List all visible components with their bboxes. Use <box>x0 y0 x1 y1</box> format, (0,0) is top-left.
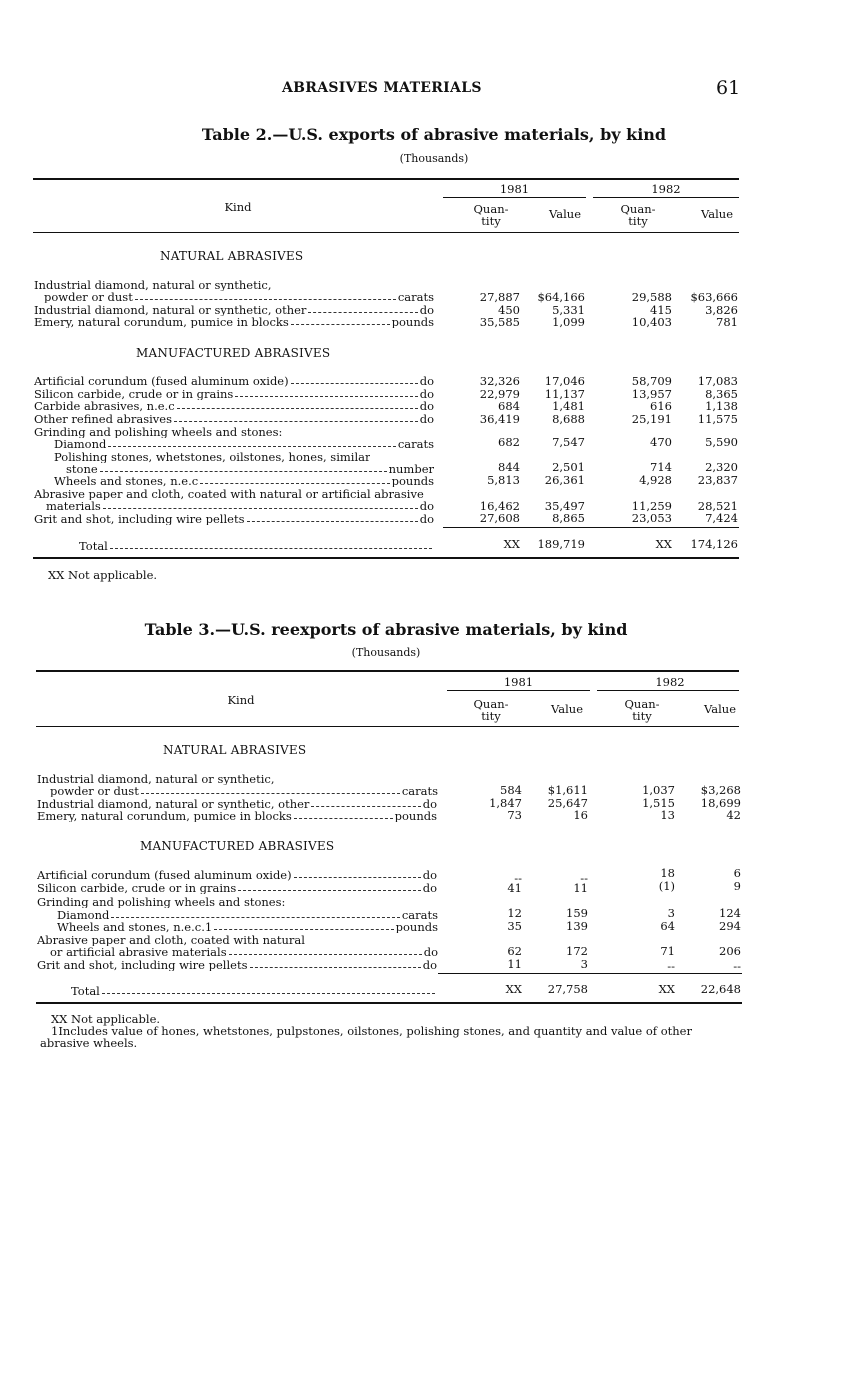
table-cell: 9 <box>733 879 741 893</box>
table-cell: 684 <box>498 399 520 413</box>
value-header: Value <box>549 207 581 221</box>
table-cell: 73 <box>507 808 522 822</box>
table-bottom-rule <box>33 557 739 559</box>
year-rule <box>597 690 739 691</box>
table-cell: 16 <box>573 808 588 822</box>
table-cell: 2,320 <box>705 460 738 474</box>
table-cell: 25,647 <box>547 796 588 810</box>
table-cell: 62 <box>507 944 522 958</box>
table-cell: 36,419 <box>479 412 520 426</box>
table-cell: XX <box>505 982 522 996</box>
row-label: Carbide abrasives, n.e.c do <box>34 400 434 412</box>
table-cell: 8,365 <box>705 387 738 401</box>
table-cell: 23,837 <box>697 473 738 487</box>
table-cell: $3,268 <box>700 783 741 797</box>
table-cell: 35,497 <box>544 499 585 513</box>
table-cell: 174,126 <box>690 537 738 551</box>
footnote: XX Not applicable. <box>48 568 158 582</box>
table-cell: (1) <box>658 879 675 893</box>
row-label-line1: Grinding and polishing wheels and stones: <box>37 896 286 908</box>
table-cell: 10,403 <box>631 315 672 329</box>
table-cell: 172 <box>566 944 588 958</box>
table-cell: 415 <box>650 303 672 317</box>
table-cell: 23,053 <box>631 511 672 525</box>
table-cell: 29,588 <box>631 290 672 304</box>
table-2-subtitle: (Thousands) <box>399 152 469 165</box>
table-cell: -- <box>580 871 588 885</box>
table-cell: 5,590 <box>705 435 738 449</box>
table-cell: 11,137 <box>544 387 585 401</box>
table-cell: 17,046 <box>544 374 585 388</box>
row-label: Other refined abrasives do <box>34 413 434 425</box>
table-cell: XX <box>503 537 520 551</box>
table-cell: 714 <box>650 460 672 474</box>
year-1982-header: 1982 <box>655 675 685 689</box>
table-cell: 1,481 <box>552 399 585 413</box>
table-cell: 6 <box>733 866 741 880</box>
table-cell: 32,326 <box>479 374 520 388</box>
table-cell: 35,585 <box>479 315 520 329</box>
row-label: Diamond carats <box>54 438 434 450</box>
row-label: Wheels and stones, n.e.c pounds <box>54 475 434 487</box>
table-cell: 8,688 <box>552 412 585 426</box>
table-cell: 584 <box>500 783 522 797</box>
row-label-line1: Abrasive paper and cloth, coated with natural or artificial abrasive <box>34 488 424 500</box>
row-label-line1: Industrial diamond, natural or synthetic, <box>37 773 275 785</box>
table-cell: 2,501 <box>552 460 585 474</box>
table-3-title: Table 3.—U.S. reexports of abrasive materials, by kind <box>144 620 628 639</box>
row-label: powder or dust carats <box>50 785 438 797</box>
value-header: Value <box>704 702 736 716</box>
table-cell: $1,611 <box>547 783 588 797</box>
section-manufactured-abrasives: MANUFACTURED ABRASIVES <box>136 346 331 360</box>
row-label-line1: Industrial diamond, natural or synthetic, <box>34 279 272 291</box>
section-natural-abrasives: NATURAL ABRASIVES <box>163 743 307 757</box>
table-cell: 844 <box>498 460 520 474</box>
table-cell: 5,331 <box>552 303 585 317</box>
table-cell: 28,521 <box>697 499 738 513</box>
table-cell: 4,928 <box>639 473 672 487</box>
quantity-header: Quan- tity <box>624 697 660 723</box>
year-1981-header: 1981 <box>503 675 534 689</box>
row-label-line1: Polishing stones, whetstones, oilstones, hones, similar <box>54 451 371 463</box>
table-cell: XX <box>658 982 675 996</box>
table-cell: 1,099 <box>552 315 585 329</box>
table-cell: 294 <box>719 919 741 933</box>
table-cell: 18,699 <box>700 796 741 810</box>
table-cell: 71 <box>660 944 675 958</box>
table-cell: 206 <box>719 944 741 958</box>
table-cell: 470 <box>650 435 672 449</box>
total-label: Total <box>79 540 434 552</box>
table-cell: 7,547 <box>552 435 585 449</box>
row-label: Industrial diamond, natural or synthetic, other do <box>37 798 437 810</box>
kind-header: Kind <box>224 200 252 214</box>
row-label: Grit and shot, including wire pellets do <box>34 513 434 525</box>
header-bottom-rule <box>36 726 739 727</box>
row-label: powder or dust carats <box>44 291 434 303</box>
row-label: materials do <box>46 500 434 512</box>
total-label: Total <box>71 985 437 997</box>
table-cell: 22,648 <box>700 982 741 996</box>
table-cell: 64 <box>660 919 675 933</box>
table-cell: 3 <box>580 957 588 971</box>
section-natural-abrasives: NATURAL ABRASIVES <box>160 249 304 263</box>
table-cell: $63,666 <box>690 290 738 304</box>
table-cell: -- <box>733 959 741 973</box>
table-cell: -- <box>514 871 522 885</box>
kind-header: Kind <box>227 693 255 707</box>
value-header: Value <box>551 702 583 716</box>
table-cell: 8,865 <box>552 511 585 525</box>
table-cell: 11,259 <box>631 499 672 513</box>
table-cell: 5,813 <box>487 473 520 487</box>
year-rule <box>447 690 590 691</box>
year-rule <box>443 197 586 198</box>
page-number: 61 <box>716 77 741 99</box>
table-cell: 189,719 <box>537 537 585 551</box>
table-cell: 12 <box>507 906 522 920</box>
table-3-subtitle: (Thousands) <box>351 646 421 659</box>
row-label: Emery, natural corundum, pumice in blocks pounds <box>37 810 437 822</box>
table-cell: $64,166 <box>537 290 585 304</box>
table-cell: 13,957 <box>631 387 672 401</box>
table-cell: 1,037 <box>642 783 675 797</box>
quantity-header: Quan- tity <box>620 202 656 228</box>
table-cell: 159 <box>566 906 588 920</box>
row-label: Industrial diamond, natural or synthetic, other do <box>34 304 434 316</box>
row-label: Emery, natural corundum, pumice in blocks pounds <box>34 316 434 328</box>
table-cell: 781 <box>716 315 738 329</box>
footnote: XX Not applicable. <box>51 1012 161 1026</box>
table-top-rule <box>33 178 739 180</box>
table-cell: 26,361 <box>544 473 585 487</box>
table-cell: 25,191 <box>631 412 672 426</box>
footnote-1: 1Includes value of hones, whetstones, pulpstones, oilstones, polishing stones, and quantity and value of other abrasive wheels. <box>40 1024 692 1050</box>
section-manufactured-abrasives: MANUFACTURED ABRASIVES <box>140 839 335 853</box>
table-cell: 22,979 <box>479 387 520 401</box>
year-rule <box>593 197 739 198</box>
table-cell: 7,424 <box>705 511 738 525</box>
table-cell: 3,826 <box>705 303 738 317</box>
row-label: stone number <box>66 463 434 475</box>
quantity-header: Quan- tity <box>473 697 509 723</box>
row-label: or artificial abrasive materials do <box>50 946 438 958</box>
table-cell: XX <box>655 537 672 551</box>
row-label: Grit and shot, including wire pellets do <box>37 959 437 971</box>
header-bottom-rule <box>33 232 739 233</box>
total-rule <box>443 527 739 528</box>
row-label: Artificial corundum (fused aluminum oxide) do <box>37 869 437 881</box>
table-cell: 124 <box>719 906 741 920</box>
table-cell: 35 <box>507 919 522 933</box>
year-1982-header: 1982 <box>651 182 681 196</box>
table-cell: 42 <box>726 808 741 822</box>
table-cell: 16,462 <box>479 499 520 513</box>
table-2-title: Table 2.—U.S. exports of abrasive materials, by kind <box>201 125 667 144</box>
table-cell: 3 <box>667 906 675 920</box>
row-label: Artificial corundum (fused aluminum oxide) do <box>34 375 434 387</box>
table-cell: 1,138 <box>705 399 738 413</box>
table-cell: 11 <box>573 881 588 895</box>
table-bottom-rule <box>36 1002 742 1004</box>
table-cell: 616 <box>650 399 672 413</box>
row-label: Wheels and stones, n.e.c.1 pounds <box>57 921 438 933</box>
row-label-line1: Grinding and polishing wheels and stones: <box>34 426 283 438</box>
table-cell: 18 <box>660 866 675 880</box>
running-title: ABRASIVES MATERIALS <box>282 80 482 96</box>
row-label-line1: Abrasive paper and cloth, coated with natural <box>37 934 305 946</box>
table-cell: 17,083 <box>697 374 738 388</box>
table-cell: 11,575 <box>697 412 738 426</box>
table-cell: 450 <box>498 303 520 317</box>
table-cell: 41 <box>507 881 522 895</box>
table-cell: 1,847 <box>489 796 522 810</box>
row-label: Diamond carats <box>57 909 438 921</box>
row-label: Silicon carbide, crude or in grains do <box>37 882 437 894</box>
quantity-header: Quan- tity <box>473 202 509 228</box>
table-cell: 58,709 <box>631 374 672 388</box>
table-cell: 139 <box>566 919 588 933</box>
row-label: Silicon carbide, crude or in grains do <box>34 388 434 400</box>
table-cell: 27,887 <box>479 290 520 304</box>
table-cell: 27,758 <box>547 982 588 996</box>
year-1981-header: 1981 <box>499 182 530 196</box>
table-cell: 1,515 <box>642 796 675 810</box>
table-cell: 27,608 <box>479 511 520 525</box>
total-rule <box>438 973 742 974</box>
value-header: Value <box>701 207 733 221</box>
table-cell: 11 <box>507 957 522 971</box>
table-cell: -- <box>667 959 675 973</box>
table-top-rule <box>36 670 739 672</box>
table-cell: 13 <box>660 808 675 822</box>
table-cell: 682 <box>498 435 520 449</box>
